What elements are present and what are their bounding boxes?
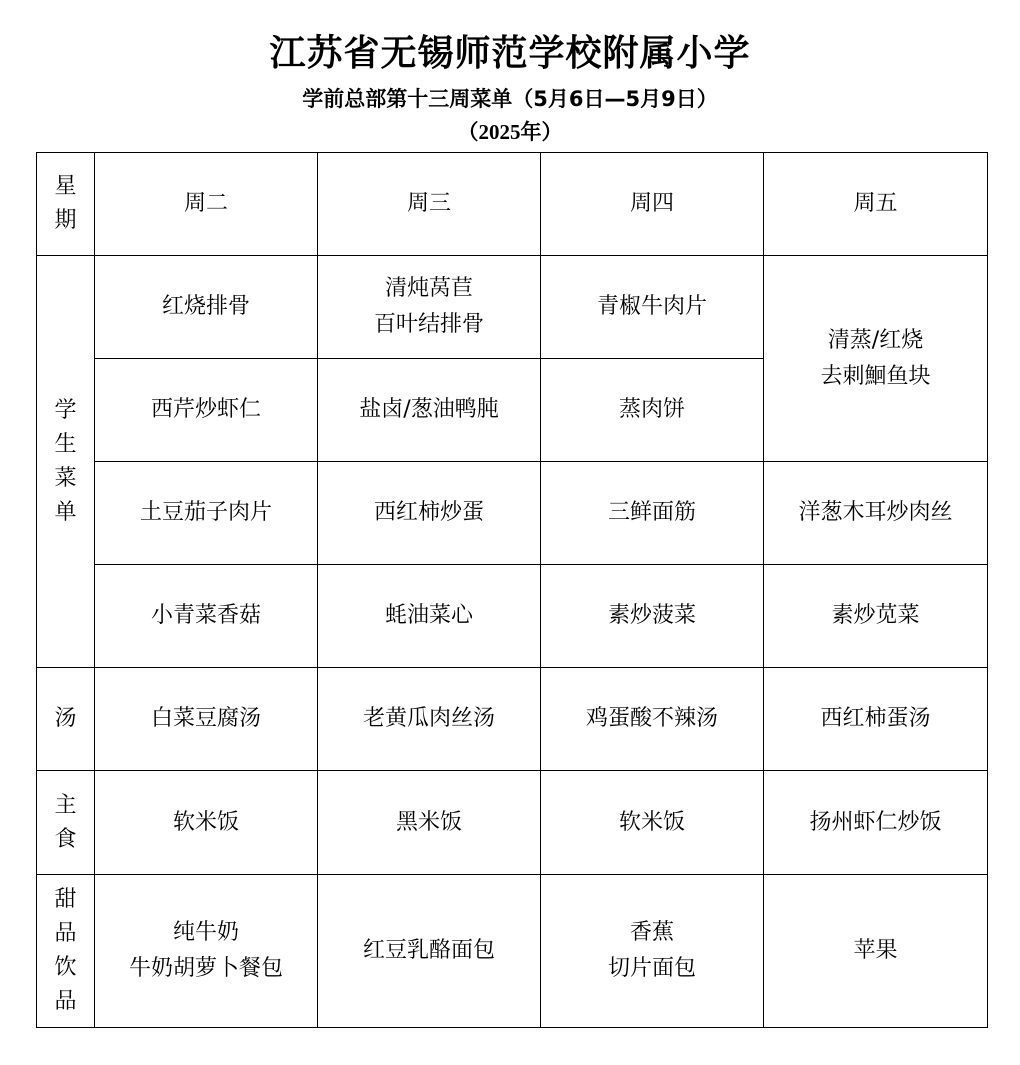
menu-cell: 白菜豆腐汤 [95, 668, 318, 771]
menu-cell: 蚝油菜心 [318, 565, 541, 668]
menu-cell: 清蒸/红烧 去刺鮰鱼块 [764, 256, 988, 462]
student-menu-row [37, 462, 988, 565]
menu-subtitle: 学前总部第十三周菜单（5月6日—5月9日） [302, 87, 718, 111]
soup-row [37, 668, 988, 771]
menu-cell: 老黄瓜肉丝汤 [318, 668, 541, 771]
menu-cell: 小青菜香菇 [95, 565, 318, 668]
school-title: 江苏省无锡师范学校附属小学 [269, 33, 751, 74]
menu-cell: 青椒牛肉片 [541, 256, 764, 359]
menu-cell: 西红柿炒蛋 [318, 462, 541, 565]
menu-cell: 蒸肉饼 [541, 359, 764, 462]
day-header-wed: 周三 [318, 153, 541, 256]
menu-cell: 盐卤/葱油鸭肫 [318, 359, 541, 462]
menu-cell: 纯牛奶 牛奶胡萝卜餐包 [95, 875, 318, 1028]
dessert-row [37, 875, 988, 1028]
menu-cell: 洋葱木耳炒肉丝 [764, 462, 988, 565]
menu-cell: 清炖莴苣 百叶结排骨 [318, 256, 541, 359]
staple-row [37, 771, 988, 875]
menu-cell: 黑米饭 [318, 771, 541, 875]
menu-cell: 红烧排骨 [95, 256, 318, 359]
menu-cell: 苹果 [764, 875, 988, 1028]
staple-label: 主 食 [37, 771, 95, 875]
menu-cell: 土豆茄子肉片 [95, 462, 318, 565]
menu-cell: 西红柿蛋汤 [764, 668, 988, 771]
menu-cell: 素炒菠菜 [541, 565, 764, 668]
menu-cell: 西芹炒虾仁 [95, 359, 318, 462]
dessert-label: 甜 品 饮 品 [37, 875, 95, 1028]
menu-cell: 鸡蛋酸不辣汤 [541, 668, 764, 771]
menu-cell: 素炒苋菜 [764, 565, 988, 668]
menu-year: （2025年） [457, 120, 563, 144]
weekly-menu-table [36, 152, 988, 1028]
weekday-corner-label: 星 期 [37, 153, 95, 256]
menu-cell: 三鲜面筋 [541, 462, 764, 565]
day-header-thu: 周四 [541, 153, 764, 256]
student-menu-row [37, 565, 988, 668]
menu-cell: 软米饭 [541, 771, 764, 875]
student-menu-label: 学 生 菜 单 [37, 256, 95, 668]
soup-label: 汤 [37, 668, 95, 771]
day-header-tue: 周二 [95, 153, 318, 256]
menu-cell: 扬州虾仁炒饭 [764, 771, 988, 875]
menu-cell: 香蕉 切片面包 [541, 875, 764, 1028]
menu-cell: 软米饭 [95, 771, 318, 875]
day-header-fri: 周五 [764, 153, 988, 256]
header-row [37, 153, 988, 256]
menu-cell: 红豆乳酪面包 [318, 875, 541, 1028]
student-menu-row [37, 256, 988, 359]
